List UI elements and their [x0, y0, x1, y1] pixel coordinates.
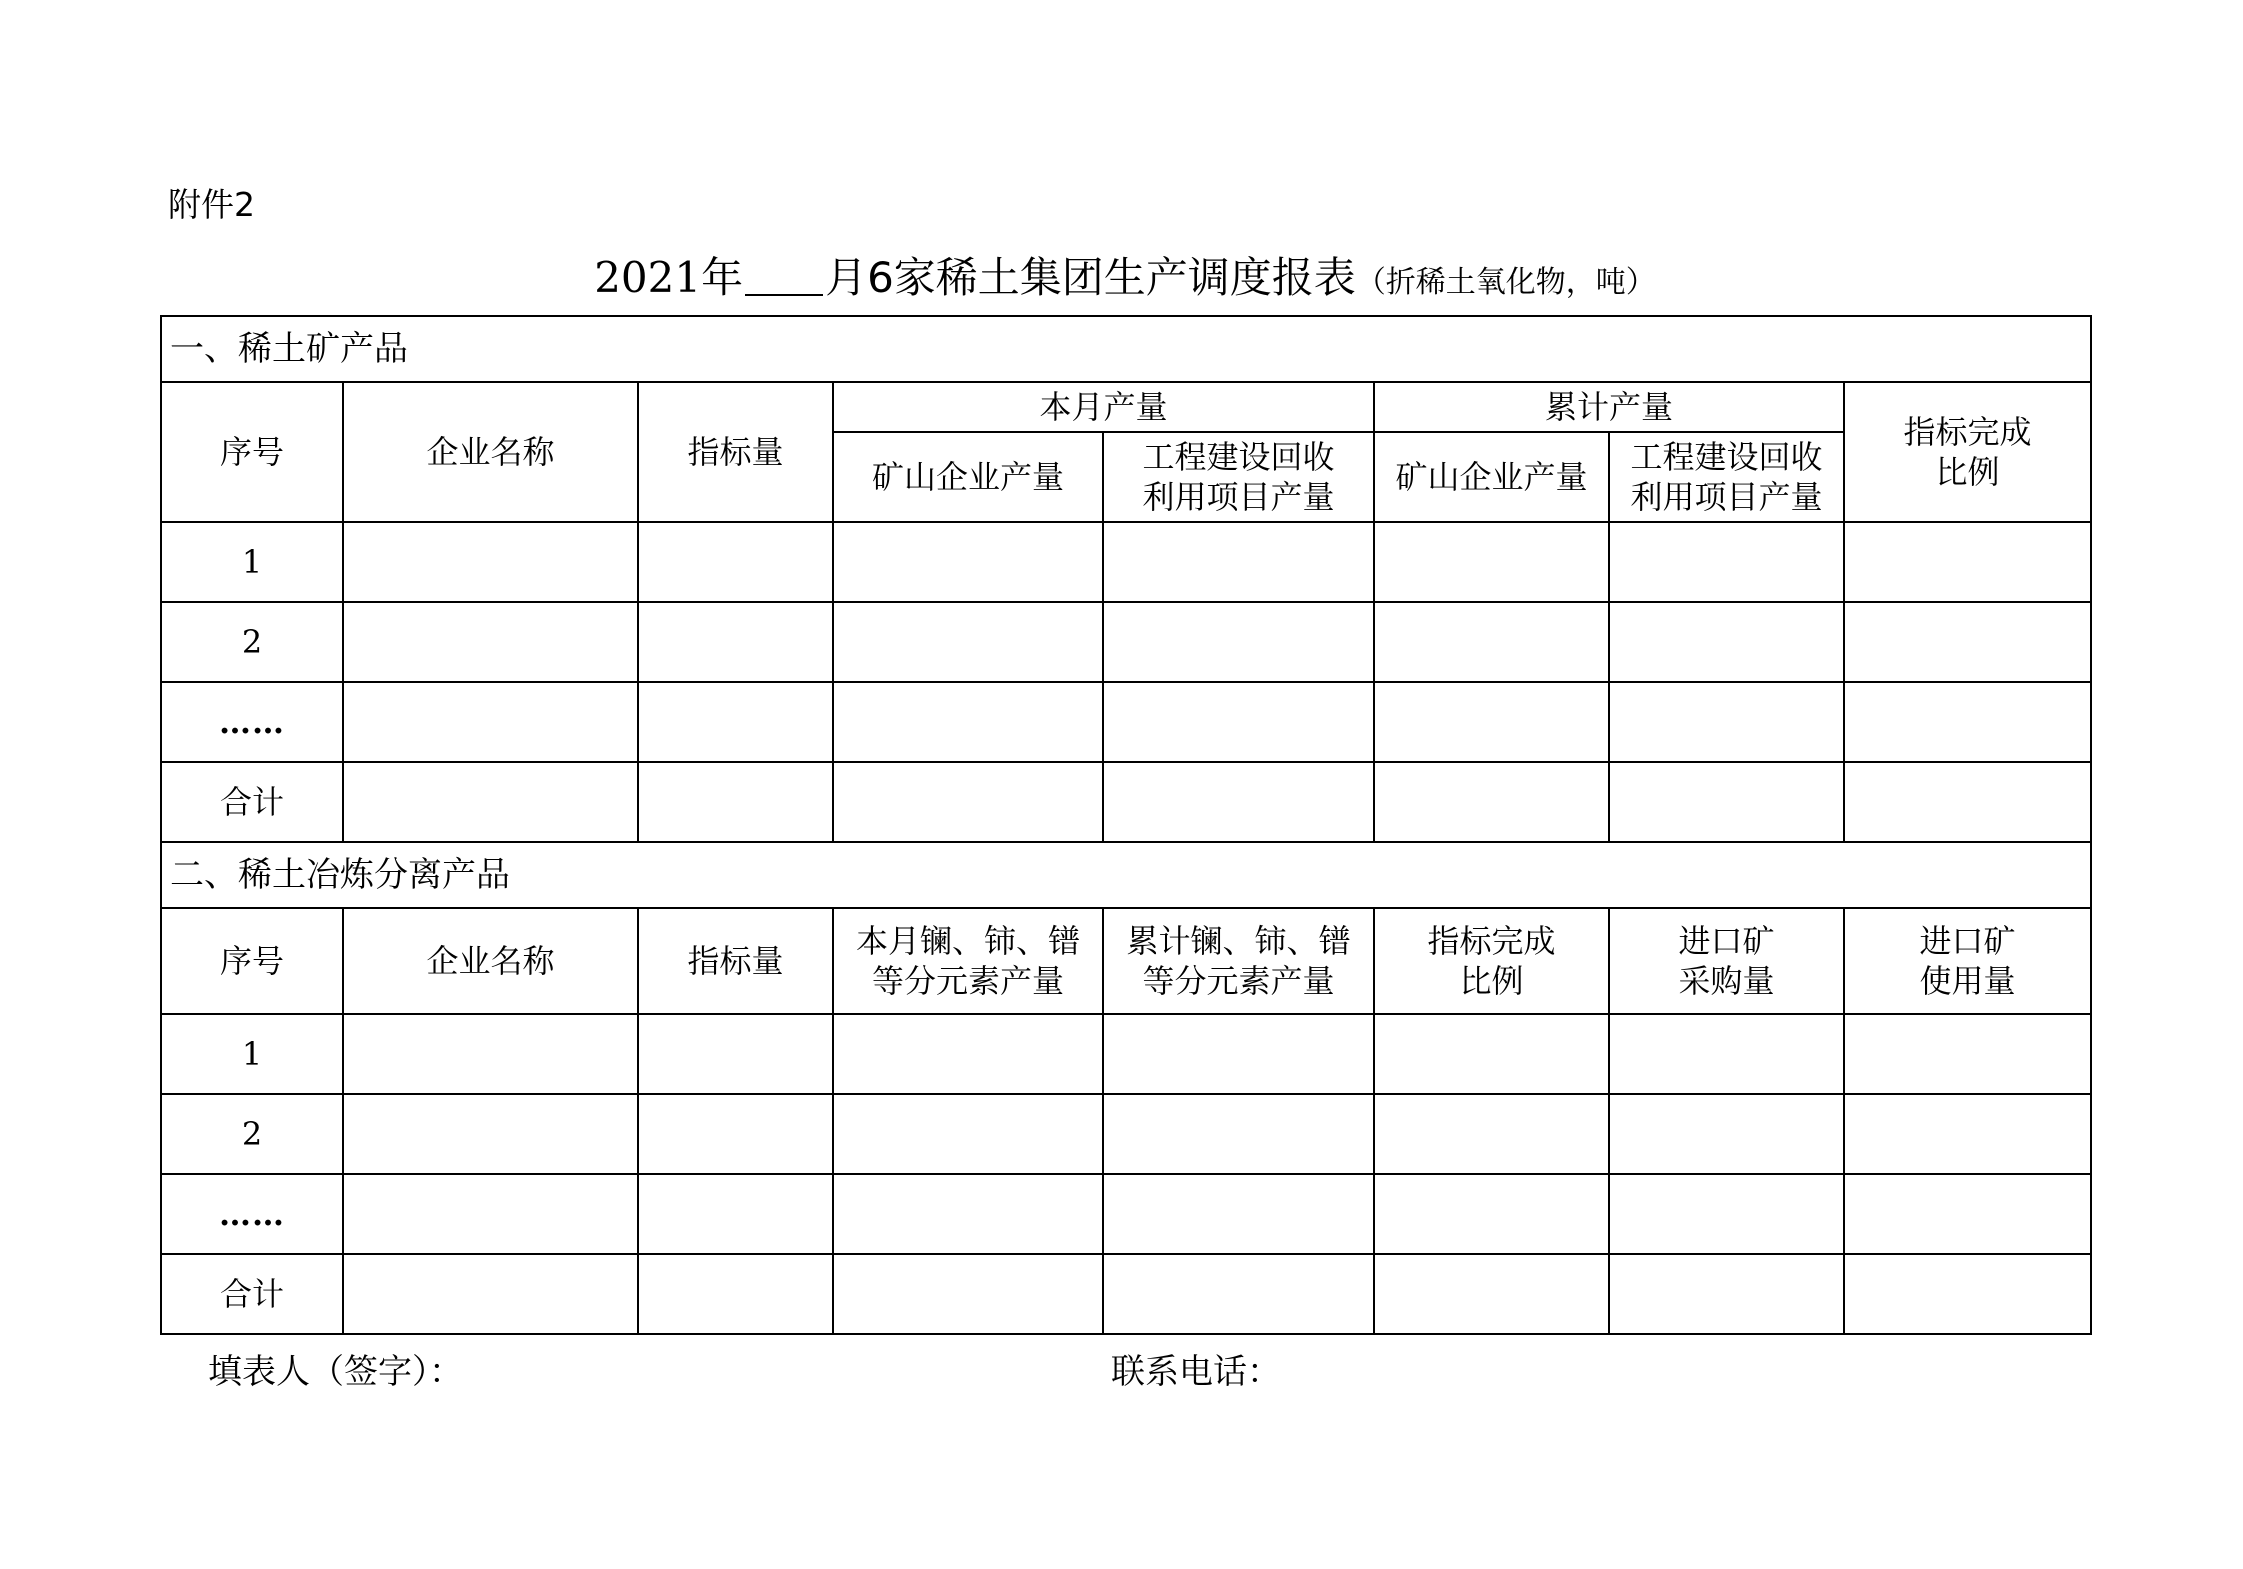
header-completion: [1374, 908, 1609, 1014]
cell-cum-mine[interactable]: [1374, 762, 1609, 842]
header-month-recycling-output: [1103, 432, 1374, 522]
header-quota: 指标量: [638, 908, 833, 1014]
header-company: 企业名称: [343, 382, 638, 522]
header-cumulative-output: 累计产量: [1374, 382, 1844, 432]
header-completion: [1844, 382, 2091, 522]
row-seq: 2: [161, 602, 343, 682]
cell-cum-elements[interactable]: [1103, 1254, 1374, 1334]
title-main: 月6家稀土集团生产调度报表: [825, 253, 1356, 302]
cell-month-mine[interactable]: [833, 602, 1103, 682]
header-cumulative-elements: [1103, 908, 1374, 1014]
row-seq: 2: [161, 1094, 343, 1174]
cell-quota[interactable]: [638, 682, 833, 762]
row-seq: 1: [161, 1014, 343, 1094]
cell-completion[interactable]: [1374, 1094, 1609, 1174]
header-import-usage: [1844, 908, 2091, 1014]
title-unit: （折稀土氧化物，吨）: [1355, 265, 1656, 300]
header-cumulative-mine-output: 矿山企业产量: [1374, 432, 1609, 522]
row-seq: 1: [161, 522, 343, 602]
section1-title: 一、稀土矿产品: [161, 316, 2091, 382]
table-row: [161, 522, 2091, 602]
table-row-total: [161, 762, 2091, 842]
table-row: [161, 1174, 2091, 1254]
row-seq: ……: [161, 682, 343, 762]
table-row: [161, 602, 2091, 682]
section1-title-row: [161, 316, 2091, 382]
section2-title: 二、稀土冶炼分离产品: [161, 842, 2091, 908]
header-company: 企业名称: [343, 908, 638, 1014]
table-row-total: [161, 1254, 2091, 1334]
cell-month-mine[interactable]: [833, 682, 1103, 762]
header-completion-text: 指标完成比例: [1903, 413, 2032, 491]
header-quota: 指标量: [638, 382, 833, 522]
cell-cum-recycling[interactable]: [1609, 762, 1844, 842]
cell-completion[interactable]: [1374, 1014, 1609, 1094]
cell-completion[interactable]: [1374, 1254, 1609, 1334]
cell-cum-recycling[interactable]: [1609, 682, 1844, 762]
section2-title-row: [161, 842, 2091, 908]
cell-company[interactable]: [343, 682, 638, 762]
title-year: 2021年: [594, 253, 744, 302]
header-month-recycling-text: 工程建设回收利用项目产量: [1142, 438, 1335, 516]
header-seq: 序号: [161, 908, 343, 1014]
production-report-table: [160, 315, 2092, 1335]
contact-phone-label: 联系电话：: [1111, 1352, 1281, 1392]
cell-company[interactable]: [343, 602, 638, 682]
row-seq: ……: [161, 1174, 343, 1254]
cell-quota[interactable]: [638, 1094, 833, 1174]
header-month-elements-text: 本月镧、铈、镨等分元素产量: [855, 922, 1080, 1000]
section1-header-row-1: [161, 382, 2091, 432]
section2-header-row: [161, 908, 2091, 1014]
cell-company[interactable]: [343, 1014, 638, 1094]
month-blank-line: [745, 254, 823, 296]
row-seq: 合计: [161, 1254, 343, 1334]
filler-signature-label: 填表人（签字）：: [208, 1352, 463, 1392]
cell-cum-mine[interactable]: [1374, 522, 1609, 602]
cell-company[interactable]: [343, 1254, 638, 1334]
cell-month-recycling[interactable]: [1103, 522, 1374, 602]
cell-cum-elements[interactable]: [1103, 1174, 1374, 1254]
cell-import-purchase[interactable]: [1609, 1094, 1844, 1174]
cell-month-mine[interactable]: [833, 762, 1103, 842]
cell-month-elements[interactable]: [833, 1254, 1103, 1334]
cell-month-elements[interactable]: [833, 1094, 1103, 1174]
header-cumulative-recycling-text: 工程建设回收利用项目产量: [1630, 438, 1823, 516]
cell-company[interactable]: [343, 762, 638, 842]
cell-quota[interactable]: [638, 602, 833, 682]
header-import-purchase: [1609, 908, 1844, 1014]
cell-cum-recycling[interactable]: [1609, 522, 1844, 602]
cell-import-purchase[interactable]: [1609, 1254, 1844, 1334]
cell-month-elements[interactable]: [833, 1014, 1103, 1094]
table-row: [161, 1014, 2091, 1094]
header-completion-text: 指标完成比例: [1427, 922, 1556, 1000]
header-import-purchase-text: 进口矿采购量: [1678, 922, 1775, 1000]
cell-month-elements[interactable]: [833, 1174, 1103, 1254]
cell-cum-elements[interactable]: [1103, 1014, 1374, 1094]
header-month-elements: [833, 908, 1103, 1014]
cell-completion[interactable]: [1844, 762, 2091, 842]
attachment-label: 附件2: [168, 185, 255, 224]
header-month-output: 本月产量: [833, 382, 1374, 432]
cell-import-purchase[interactable]: [1609, 1174, 1844, 1254]
header-month-mine-output: 矿山企业产量: [833, 432, 1103, 522]
cell-month-recycling[interactable]: [1103, 602, 1374, 682]
cell-import-usage[interactable]: [1844, 1254, 2091, 1334]
cell-import-usage[interactable]: [1844, 1094, 2091, 1174]
cell-import-purchase[interactable]: [1609, 1014, 1844, 1094]
header-import-usage-text: 进口矿使用量: [1919, 922, 2016, 1000]
cell-company[interactable]: [343, 1174, 638, 1254]
cell-completion[interactable]: [1844, 522, 2091, 602]
cell-import-usage[interactable]: [1844, 1174, 2091, 1254]
cell-quota[interactable]: [638, 1014, 833, 1094]
cell-completion[interactable]: [1844, 602, 2091, 682]
cell-company[interactable]: [343, 522, 638, 602]
cell-quota[interactable]: [638, 762, 833, 842]
cell-completion[interactable]: [1374, 1174, 1609, 1254]
cell-month-recycling[interactable]: [1103, 762, 1374, 842]
cell-quota[interactable]: [638, 1174, 833, 1254]
cell-company[interactable]: [343, 1094, 638, 1174]
table-row: [161, 682, 2091, 762]
cell-import-usage[interactable]: [1844, 1014, 2091, 1094]
header-cumulative-recycling-output: [1609, 432, 1844, 522]
cell-month-mine[interactable]: [833, 522, 1103, 602]
cell-cum-elements[interactable]: [1103, 1094, 1374, 1174]
cell-cum-recycling[interactable]: [1609, 602, 1844, 682]
cell-month-recycling[interactable]: [1103, 682, 1374, 762]
header-seq: 序号: [161, 382, 343, 522]
table-row: [161, 1094, 2091, 1174]
report-title: [160, 250, 2090, 311]
row-seq: 合计: [161, 762, 343, 842]
header-cumulative-elements-text: 累计镧、铈、镨等分元素产量: [1126, 922, 1351, 1000]
cell-cum-mine[interactable]: [1374, 682, 1609, 762]
cell-completion[interactable]: [1844, 682, 2091, 762]
cell-quota[interactable]: [638, 522, 833, 602]
cell-quota[interactable]: [638, 1254, 833, 1334]
cell-cum-mine[interactable]: [1374, 602, 1609, 682]
